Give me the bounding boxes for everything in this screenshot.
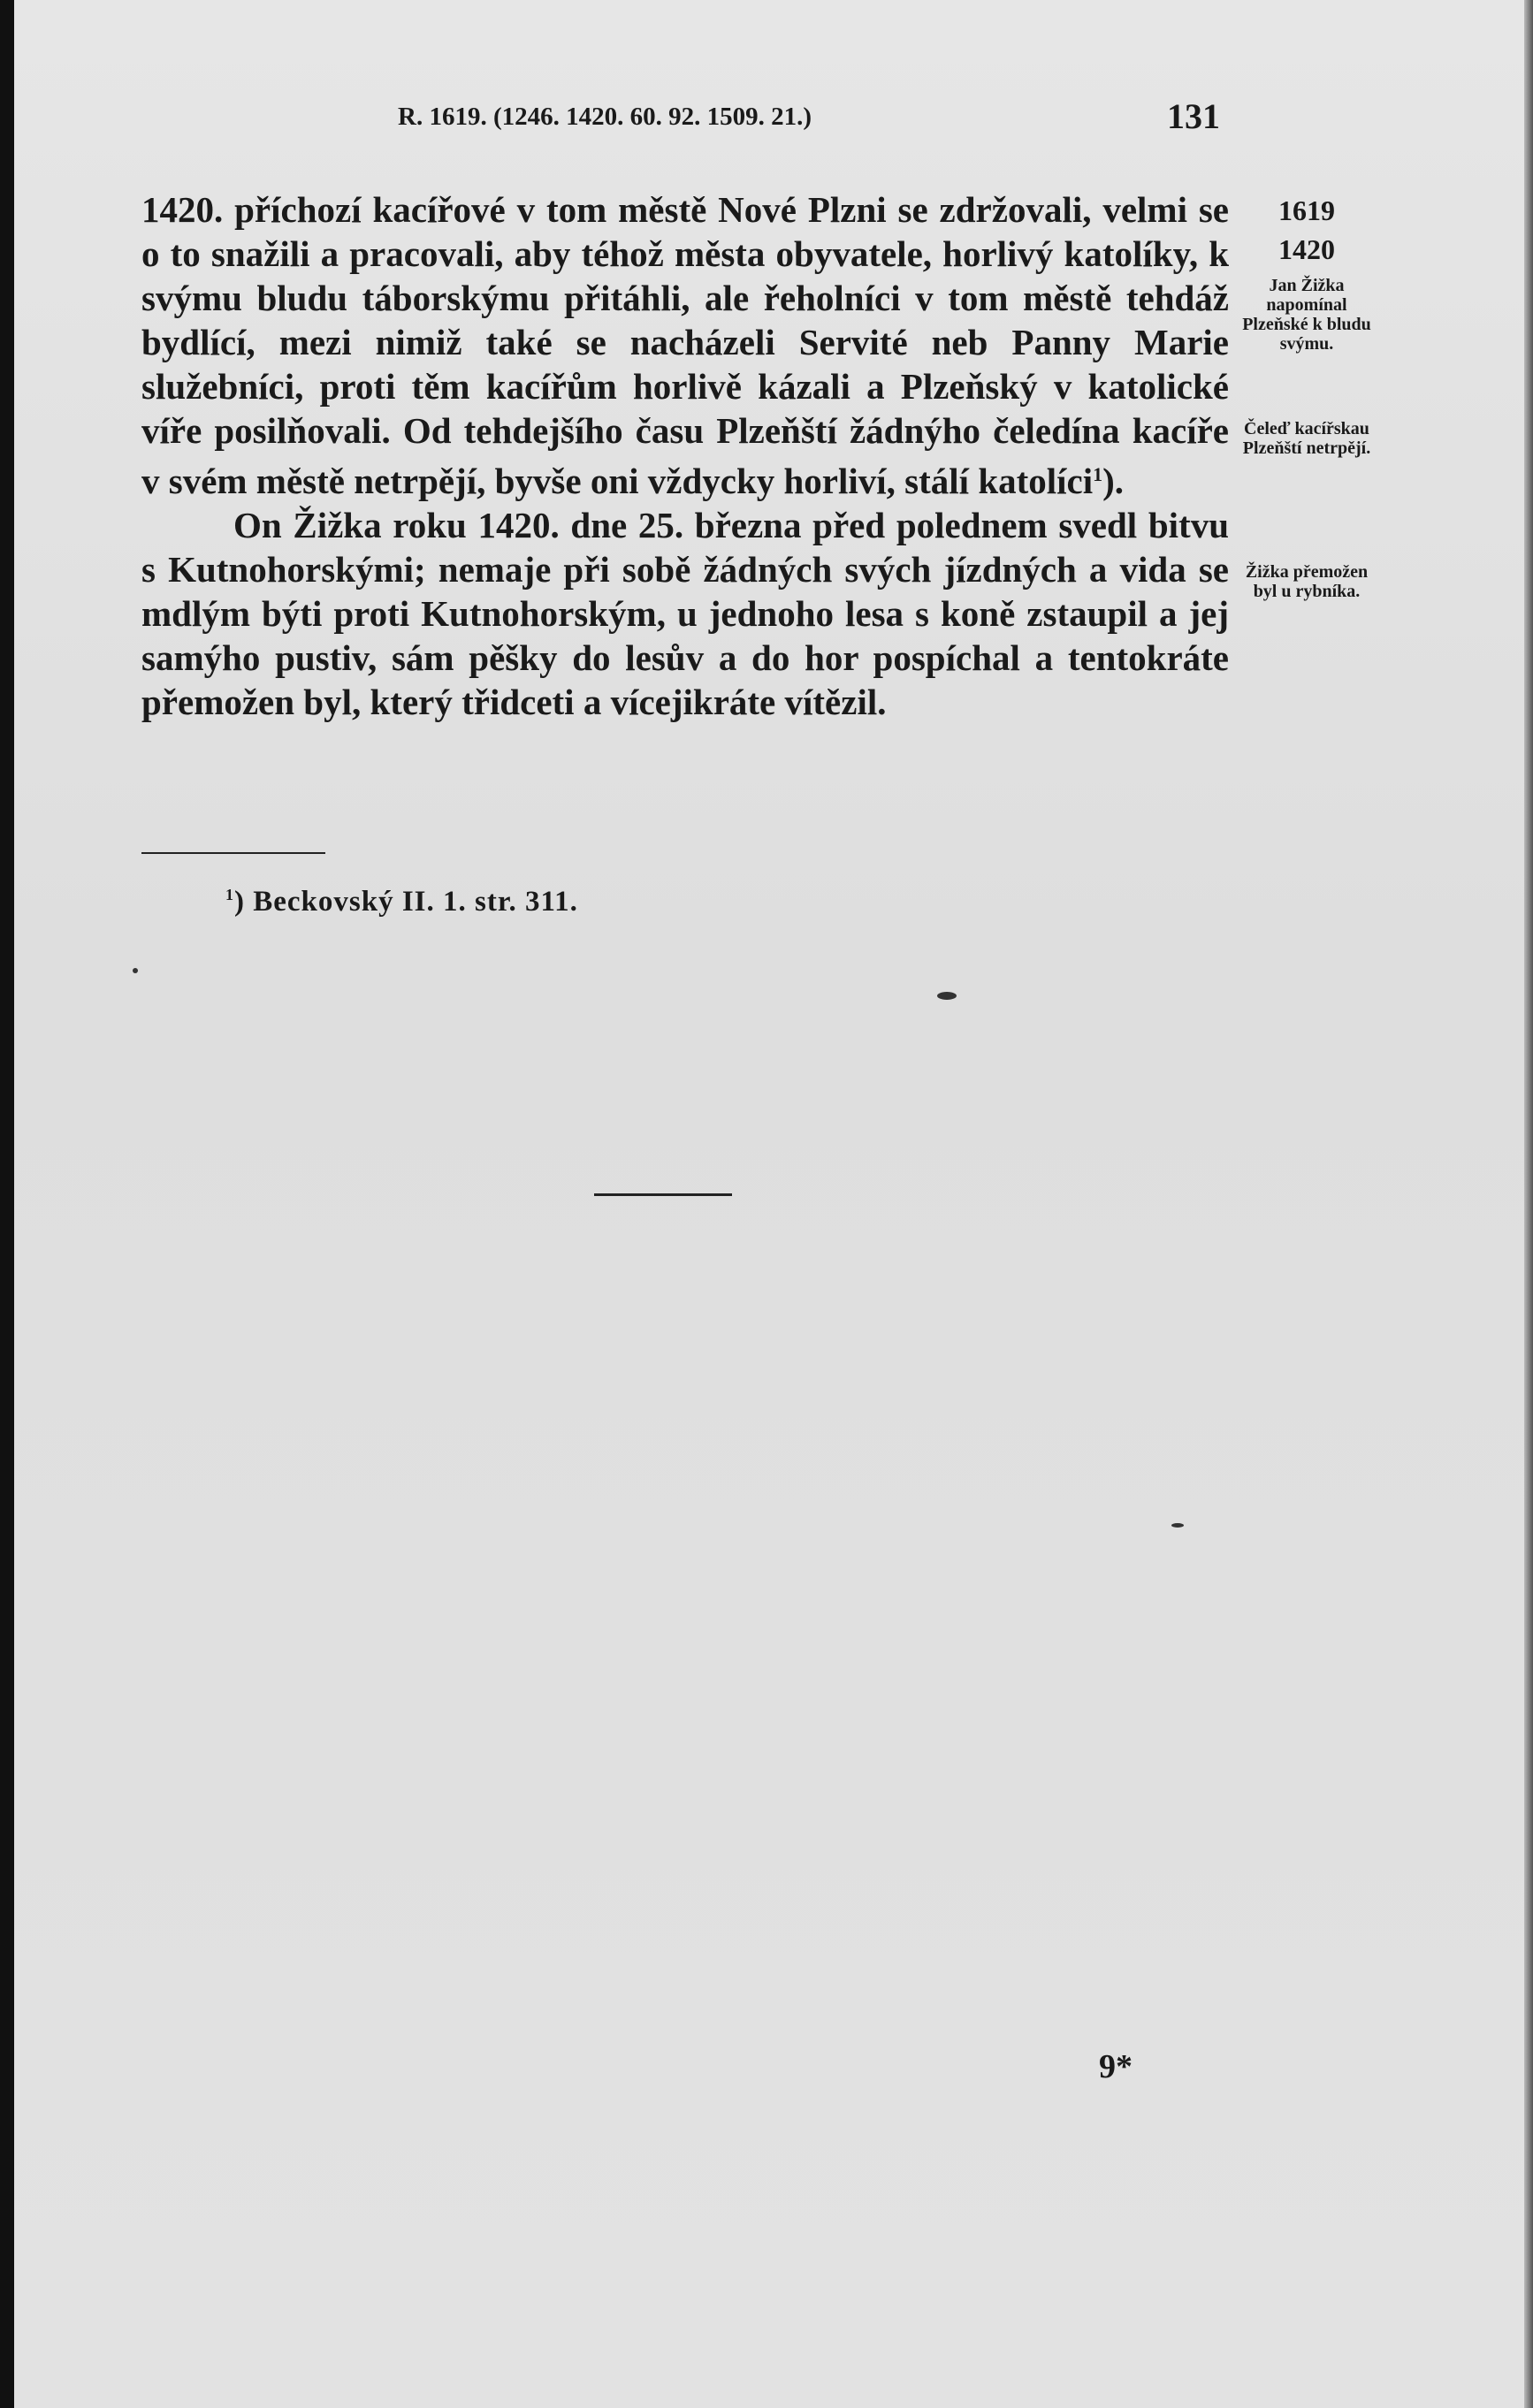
signature-mark: 9* — [1099, 2048, 1133, 2085]
page-edge-right — [1524, 0, 1533, 2408]
page-header — [398, 95, 1220, 140]
paragraph: On Žižka roku 1420. dne 25. března před polednem svedl bitvu s Kutnohorskými; nemaje při sobě žádných svých jízdných a vida se mdlým býti proti Kutnohorským, u jednoho lesa s koně zstaupil a jej samýho pustiv, sám pěšky do lesův a do hor pospíchal a tentokráte přemožen byl, který třidceti a vícejikráte vítězil. — [141, 505, 1229, 722]
margin-year: 1420 — [1278, 233, 1335, 265]
margin-year: 1619 — [1278, 194, 1335, 226]
running-head: R. 1619. (1246. 1420. 60. 92. 1509. 21.) — [398, 103, 812, 131]
end-rule — [594, 1193, 732, 1196]
ink-speck — [937, 992, 957, 1000]
ink-speck — [1171, 1523, 1184, 1528]
paragraph-text: 1420. příchozí kacířové v tom městě Nové Plzni se zdržovali, velmi se o to snažili a pracovali, aby téhož města obyvatele, horlivý katolíky, k svýmu bludu táborskýmu přitáhli, ale řeholníci v tom městě tehdáž bydlící, mezi nimiž také se nacházeli Servité neb Panny Marie služebníci, proti těm kacířům horlivě kázali a Plzeňský v katolické víře posilňovali. Od tehdejšího času Plzeňští žádnýho čeledína kacíře v svém městě netrpějí, byvše oni vždycky horliví, stálí katolíci — [141, 189, 1229, 501]
page-edge-left — [0, 0, 14, 2408]
footnote — [225, 886, 578, 918]
margin-note: Jan Žižka napomínal Plzeňské k bludu svýmu. — [1242, 276, 1371, 354]
paragraph — [141, 187, 1229, 503]
footnote-mark: 1 — [225, 886, 234, 903]
margin-note: Čeleď kacířskau Plzeňští netrpějí. — [1242, 419, 1371, 458]
ink-speck — [133, 968, 138, 973]
paragraph-end: ). — [1102, 461, 1125, 501]
margin-note: Žižka přemožen byl u rybníka. — [1245, 562, 1369, 601]
footnote-reference: 1 — [1093, 463, 1103, 485]
footnote-separator — [141, 852, 325, 854]
footnote-text: ) Beckovský II. 1. str. 311. — [234, 886, 578, 918]
page-number: 131 — [1167, 96, 1220, 136]
main-text — [141, 187, 1229, 724]
